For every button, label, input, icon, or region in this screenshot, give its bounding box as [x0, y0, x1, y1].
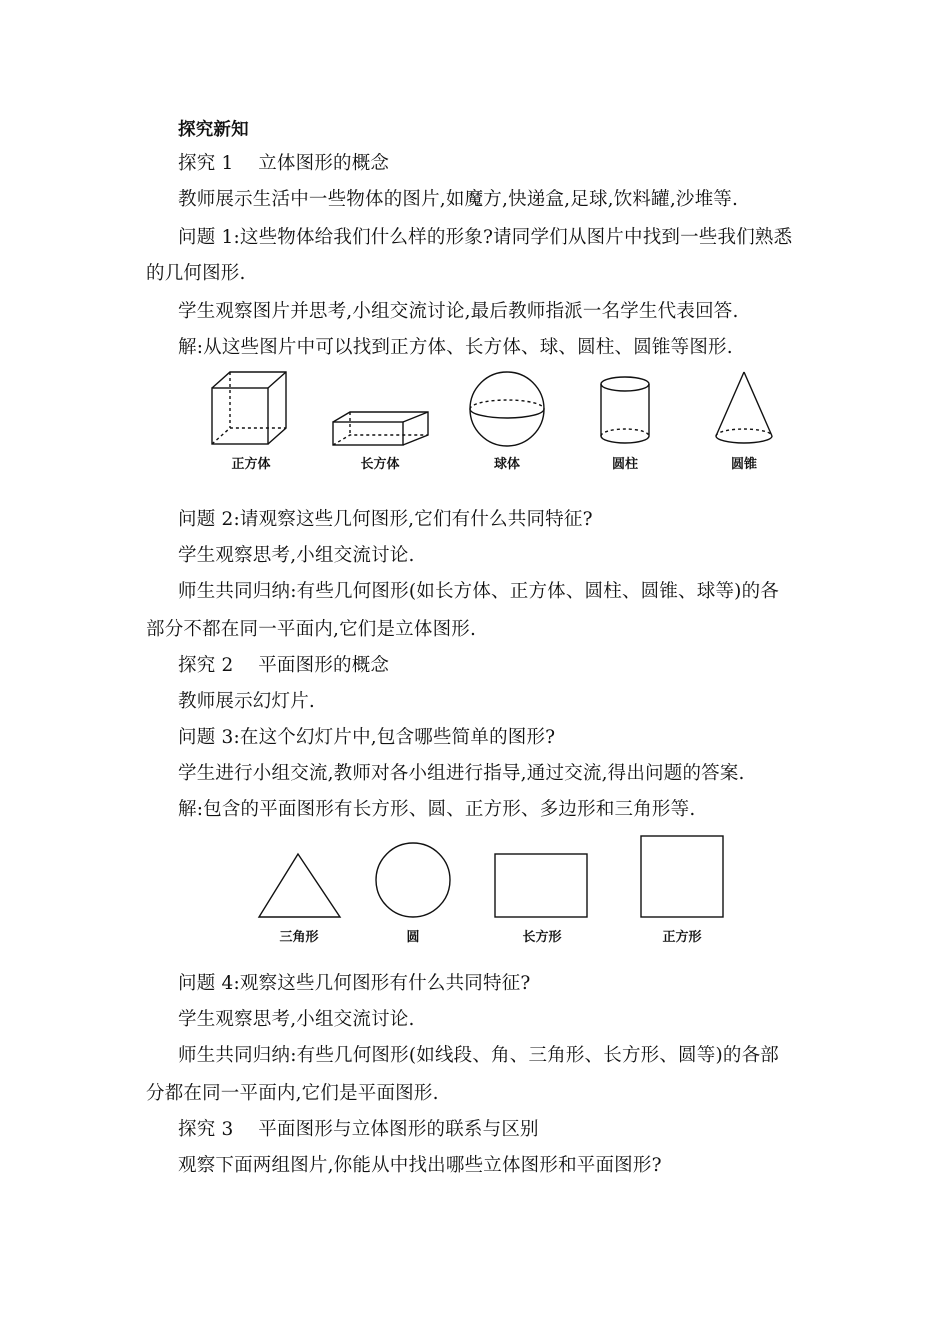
plane-figures — [250, 832, 740, 950]
label-triangle: 三角形 — [279, 930, 319, 945]
explore-2-student-2: 学生观察思考,小组交流讨论. — [178, 1009, 415, 1030]
label-circle: 圆 — [406, 930, 420, 945]
explore-2-title: 探究 2 平面图形的概念 — [178, 655, 390, 676]
label-sphere: 球体 — [493, 457, 521, 472]
cube-figure — [212, 372, 286, 444]
explore-2-intro: 教师展示幻灯片. — [178, 691, 315, 712]
label-square: 正方形 — [662, 930, 702, 945]
label-cylinder: 圆柱 — [611, 457, 639, 472]
question-2: 问题 2:请观察这些几何图形,它们有什么共同特征? — [178, 509, 593, 530]
solid-figures — [200, 364, 790, 479]
cuboid-figure — [333, 412, 428, 445]
question-4: 问题 4:观察这些几何图形有什么共同特征? — [178, 973, 531, 994]
explore-1-intro: 教师展示生活中一些物体的图片,如魔方,快递盒,足球,饮料罐,沙堆等. — [178, 189, 739, 210]
explore-1-student-2: 学生观察思考,小组交流讨论. — [178, 545, 415, 566]
question-3: 问题 3:在这个幻灯片中,包含哪些简单的图形? — [178, 727, 556, 748]
explore-2-summary-line-1: 师生共同归纳:有些几何图形(如线段、角、三角形、长方形、圆等)的各部 — [178, 1045, 779, 1066]
explore-2-student: 学生进行小组交流,教师对各小组进行指导,通过交流,得出问题的答案. — [178, 763, 745, 784]
question-1-line-2: 的几何图形. — [146, 263, 246, 284]
explore-2-summary-line-2: 分都在同一平面内,它们是平面图形. — [146, 1083, 439, 1104]
explore-1-title: 探究 1 立体图形的概念 — [178, 153, 390, 174]
explore-2-answer: 解:包含的平面图形有长方形、圆、正方形、多边形和三角形等. — [178, 799, 696, 820]
explore-1-student: 学生观察图片并思考,小组交流讨论,最后教师指派一名学生代表回答. — [178, 301, 739, 322]
sphere-figure — [470, 372, 544, 446]
label-cube: 正方体 — [231, 457, 271, 472]
explore-3-intro: 观察下面两组图片,你能从中找出哪些立体图形和平面图形? — [178, 1155, 662, 1176]
triangle-figure — [259, 854, 340, 917]
cylinder-figure — [601, 377, 649, 443]
cone-figure — [716, 372, 772, 443]
square-figure — [641, 836, 723, 917]
label-cone: 圆锥 — [730, 457, 758, 472]
explore-1-summary-line-1: 师生共同归纳:有些几何图形(如长方体、正方体、圆柱、圆锥、球等)的各 — [178, 581, 779, 602]
explore-1-answer: 解:从这些图片中可以找到正方体、长方体、球、圆柱、圆锥等图形. — [178, 337, 733, 358]
question-1-line-1: 问题 1:这些物体给我们什么样的形象?请同学们从图片中找到一些我们熟悉 — [178, 227, 793, 248]
label-cuboid: 长方体 — [360, 457, 400, 472]
rectangle-figure — [495, 854, 587, 917]
label-rectangle: 长方形 — [522, 930, 562, 945]
section-heading: 探究新知 — [178, 120, 249, 140]
explore-1-summary-line-2: 部分不都在同一平面内,它们是立体图形. — [146, 619, 477, 640]
circle-figure — [376, 843, 450, 917]
explore-3-title: 探究 3 平面图形与立体图形的联系与区别 — [178, 1119, 539, 1140]
